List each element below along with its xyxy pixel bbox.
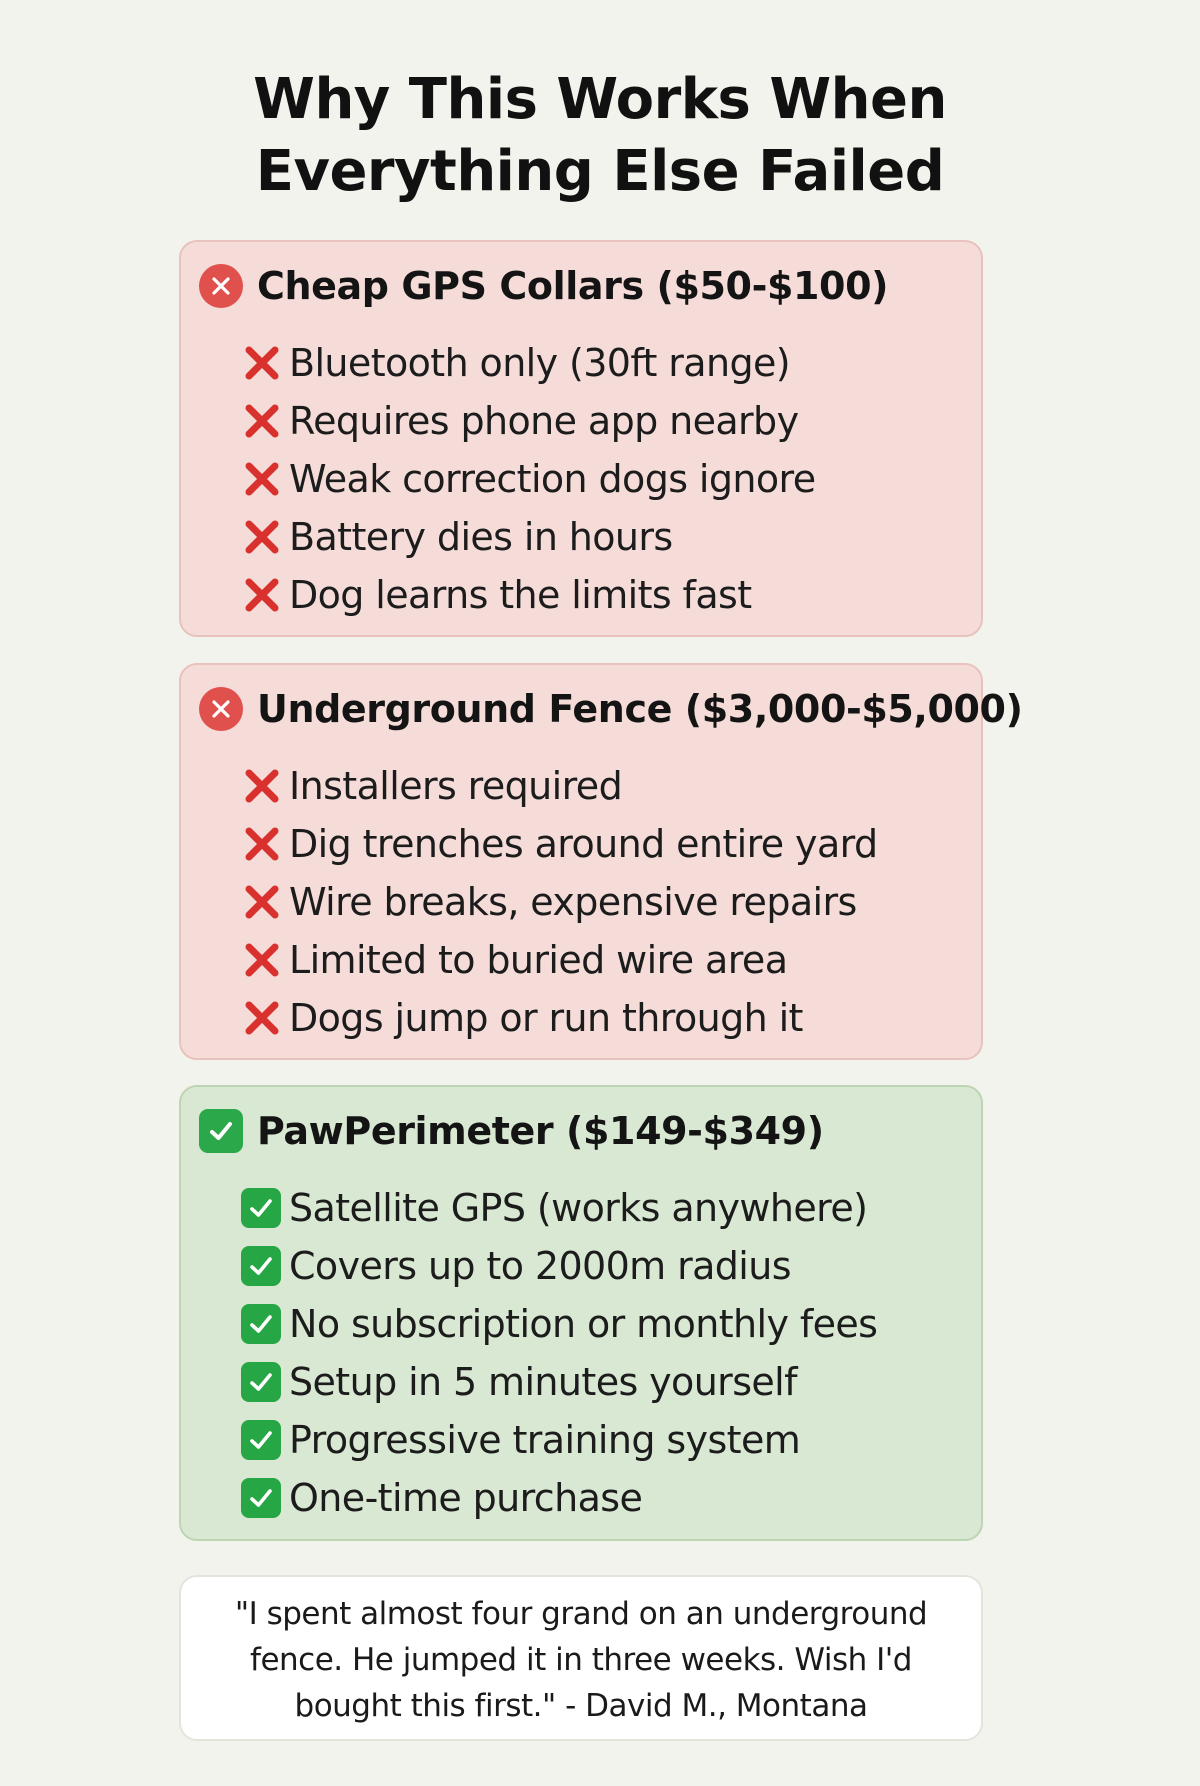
list-item xyxy=(241,757,878,815)
card-header xyxy=(199,264,888,308)
list-item xyxy=(241,566,815,624)
list-item-text: Progressive training system xyxy=(289,1418,801,1462)
card-title: Cheap GPS Collars ($50-$100) xyxy=(257,264,889,308)
list-item xyxy=(241,873,878,931)
comparison-card-pawperimeter xyxy=(179,1085,983,1541)
list-item-text: Wire breaks, expensive repairs xyxy=(289,880,857,924)
page-title-line-2: Everything Else Failed xyxy=(255,139,945,204)
page-title xyxy=(0,64,1200,208)
list-item xyxy=(241,989,878,1047)
red-x-icon xyxy=(241,400,283,442)
red-x-icon xyxy=(241,458,283,500)
list-item xyxy=(241,931,878,989)
list-item-text: Weak correction dogs ignore xyxy=(289,457,816,501)
check-box-icon xyxy=(199,1109,243,1153)
comparison-card-cheap-gps-collars xyxy=(179,240,983,637)
list-item-text: Satellite GPS (works anywhere) xyxy=(289,1186,868,1230)
green-check-icon xyxy=(241,1304,281,1344)
list-item xyxy=(241,1295,877,1353)
x-circle-icon xyxy=(199,264,243,308)
list-item-text: Covers up to 2000m radius xyxy=(289,1244,791,1288)
green-check-icon xyxy=(241,1362,281,1402)
list-item xyxy=(241,815,878,873)
red-x-icon xyxy=(241,516,283,558)
green-check-icon xyxy=(241,1246,281,1286)
red-x-icon xyxy=(241,823,283,865)
list-item xyxy=(241,392,815,450)
list-item-text: Requires phone app nearby xyxy=(289,399,799,443)
card-title: PawPerimeter ($149-$349) xyxy=(257,1109,824,1153)
testimonial-quote xyxy=(179,1575,983,1741)
testimonial-line-3: bought this first." - David M., Montana xyxy=(294,1688,868,1724)
red-x-icon xyxy=(241,881,283,923)
feature-list xyxy=(241,1179,877,1527)
card-title: Underground Fence ($3,000-$5,000) xyxy=(257,687,1023,731)
green-check-icon xyxy=(241,1188,281,1228)
list-item-text: One-time purchase xyxy=(289,1476,643,1520)
red-x-icon xyxy=(241,997,283,1039)
green-check-icon xyxy=(241,1420,281,1460)
comparison-card-underground-fence xyxy=(179,663,1023,1060)
testimonial-line-2: fence. He jumped it in three weeks. Wish I'd xyxy=(250,1642,912,1678)
card-header xyxy=(199,687,1023,731)
list-item-text: Dogs jump or run through it xyxy=(289,996,803,1040)
red-x-icon xyxy=(241,574,283,616)
list-item xyxy=(241,1237,877,1295)
list-item xyxy=(241,334,815,392)
feature-list xyxy=(241,757,878,1047)
red-x-icon xyxy=(241,939,283,981)
green-check-icon xyxy=(241,1478,281,1518)
list-item xyxy=(241,508,815,566)
list-item xyxy=(241,1179,877,1237)
feature-list xyxy=(241,334,815,624)
list-item-text: Dog learns the limits fast xyxy=(289,573,752,617)
list-item xyxy=(241,450,815,508)
page-title-line-1: Why This Works When xyxy=(253,67,947,132)
testimonial-line-1: "I spent almost four grand on an underground xyxy=(234,1596,928,1632)
x-circle-icon xyxy=(199,687,243,731)
list-item xyxy=(241,1353,877,1411)
list-item xyxy=(241,1411,877,1469)
list-item-text: Setup in 5 minutes yourself xyxy=(289,1360,797,1404)
card-header xyxy=(199,1109,824,1153)
list-item-text: Battery dies in hours xyxy=(289,515,673,559)
list-item-text: Installers required xyxy=(289,764,623,808)
red-x-icon xyxy=(241,765,283,807)
list-item xyxy=(241,1469,877,1527)
list-item-text: Bluetooth only (30ft range) xyxy=(289,341,790,385)
list-item-text: No subscription or monthly fees xyxy=(289,1302,878,1346)
list-item-text: Dig trenches around entire yard xyxy=(289,822,878,866)
red-x-icon xyxy=(241,342,283,384)
list-item-text: Limited to buried wire area xyxy=(289,938,788,982)
